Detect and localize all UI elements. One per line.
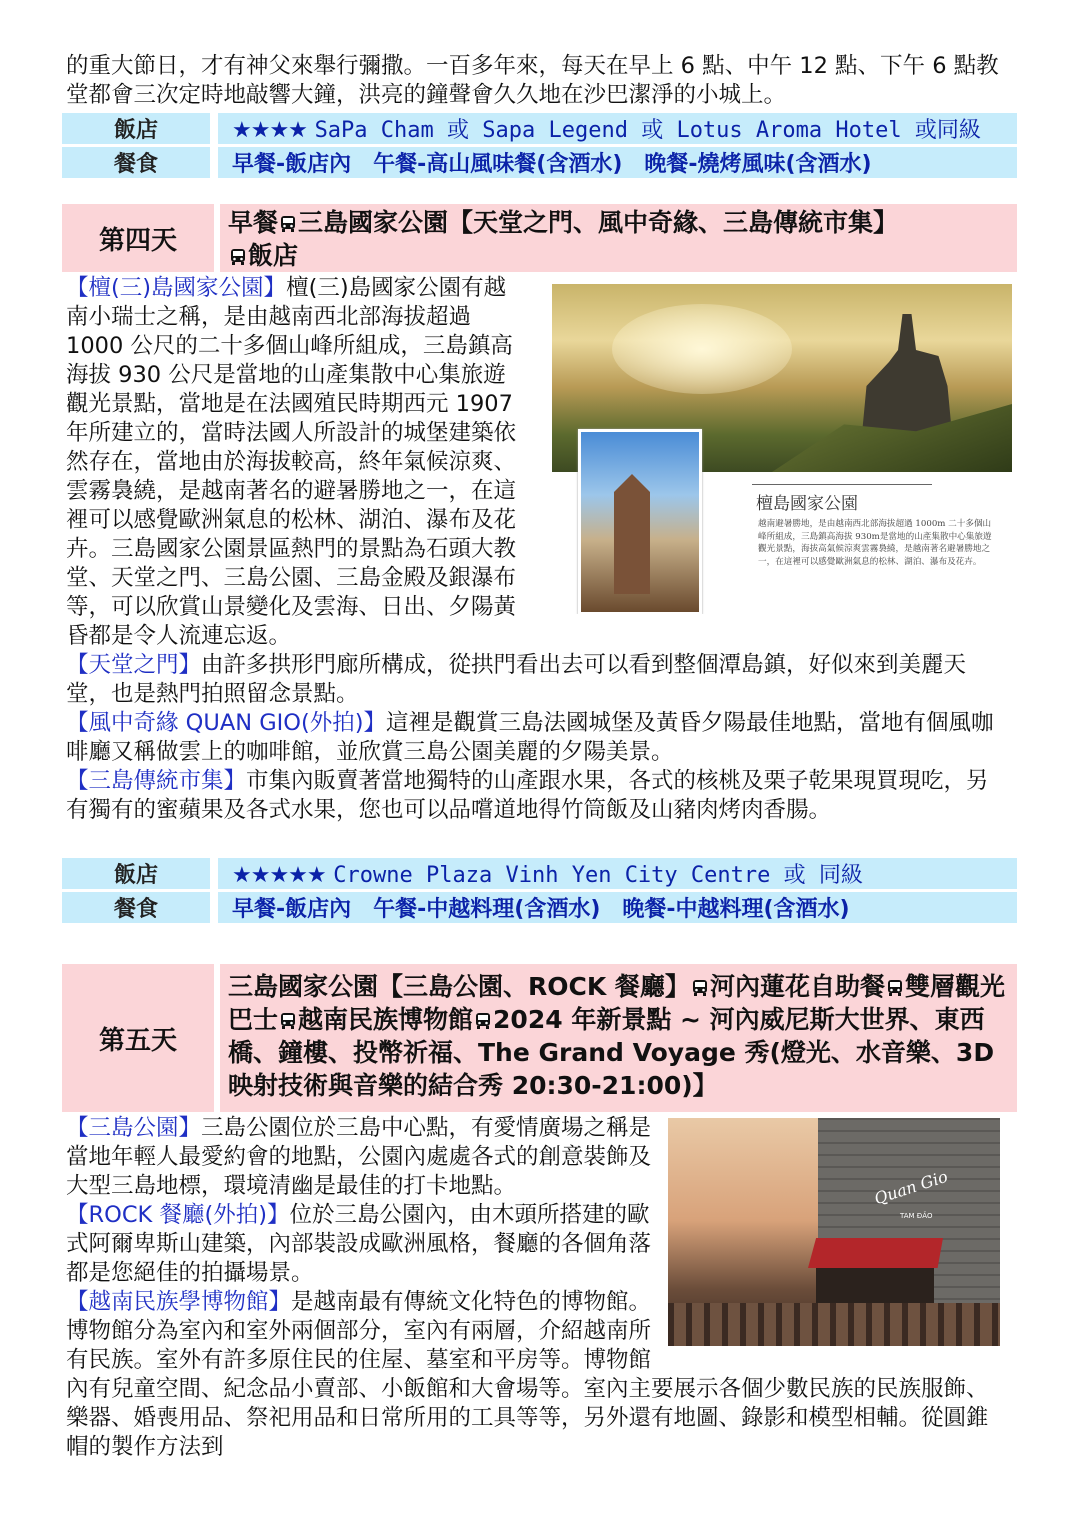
hotel-label: 飯店: [62, 113, 210, 144]
bus-icon: [280, 1012, 296, 1030]
day4-paragraph-4: 【三島傳統市集】市集內販賣著當地獨特的山產跟水果，各式的核桃及栗子乾果現買現吃，另有獨有的蜜蘋果及各式水果，您也可以品嚐道地得竹筒飯及山豬肉烤肉香腸。: [66, 768, 989, 823]
tag: 【越南民族學博物館】: [66, 1289, 292, 1315]
bus-icon: [692, 979, 708, 997]
day5-header: [62, 964, 1017, 1112]
bus-icon: [887, 979, 903, 997]
day4-info-table: [62, 855, 1017, 926]
day4-paragraph-3: 【風中奇緣 QUAN GIO(外拍)】這裡是觀賞三島法國城堡及黃昏夕陽最佳地點，當地有個風咖啡廳又稱做雲上的咖啡館，並欣賞三島公園美麗的夕陽美景。: [66, 710, 994, 765]
meal-label: 餐食: [62, 892, 210, 923]
star-rating-icon: ★★★★: [232, 118, 307, 143]
bus-icon: [475, 1012, 491, 1030]
bus-icon: [230, 248, 246, 266]
day-title: 早餐 三島國家公園【天堂之門、風中奇緣、三島傳統市集】 飯店: [220, 204, 1017, 272]
day4-header: [62, 204, 1017, 272]
bus-icon: [280, 215, 296, 233]
meal-value: 早餐-飯店內 午餐-高山風味餐(含酒水) 晚餐-燒烤風味(含酒水): [218, 147, 1017, 178]
hotel-value: ★★★★ SaPa Cham 或 Sapa Legend 或 Lotus Aroma Hotel 或同級: [218, 113, 1017, 144]
day5-paragraph-1: 【三島公園】三島公園位於三島中心點，有愛情廣場之稱是當地年輕人最愛約會的地點，公園內處處各式的創意裝飾及大型三島地標，環境清幽是最佳的打卡地點。 【ROCK 餐廳(外拍)】位於三島公園內，由木頭所搭建的歐式阿爾卑斯山建築，內部裝設成歐洲風格，餐廳的各個角落都是您絕佳的拍攝場景。 【越南民族學博物館】是越南最有傳統文化特色的博物館。博物館分為室內和室外兩個部分，室內有兩層，介紹越南所有民族。室外有許多原住民的住屋、墓室和平房等。博物館內有兒童空間、紀念品小賣部、小飯館和大會場等。室內主要展示各個少數民族的民族服飾、樂器、婚喪用品、祭祀用品和日常所用的工具等等，另外還有地圖、錄影和模型相輔。從圓錐帽的製作方法到: [66, 1115, 989, 1460]
day4-paragraph-1: 【檀(三)島國家公園】檀(三)島國家公園有越南小瑞士之稱，是由越南西北部海拔超過 1000 公尺的二十多個山峰所組成，三島鎮高海拔 930 公尺是當地的山產集散中心集旅遊觀光景點，當地是在法國殖民時期西元 1907 年所建立的，當時法國人所設計的城堡建築依然存在，當地由於海拔較高，終年氣候涼爽、雲霧裊繞，是越南著名的避暑勝地之一，在這裡可以感覺歐洲氣息的松林、湖泊、瀑布及花卉。三島國家公園景區熱門的景點為石頭大教堂、天堂之門、三島公園、三島金殿及銀瀑布等，可以欣賞山景變化及雲海、日出、夕陽黃昏都是令人流連忘返。: [66, 275, 517, 649]
sign-subtext: TAM ĐẢO: [900, 1212, 933, 1220]
intro-paragraph: 的重大節日，才有神父來舉行彌撒。一百多年來，每天在早上 6 點、中午 12 點、下午 6 點教堂都會三次定時地敲響大鐘，洪亮的鐘聲會久久地在沙巴潔淨的小城上。: [66, 53, 999, 108]
meal-label: 餐食: [62, 147, 210, 178]
image-caption-title: 檀島國家公園: [756, 494, 858, 514]
image-caption-text: 越南避暑勝地，是由越南西北部海拔超過 1000m 二十多個山峰所組成，三島鎮高海拔 930m是當地的山產集散中心集旅遊觀光景點，海拔高氣候涼爽雲霧裊繞，是越南著名避暑勝地之一，在這裡可以感覺歐洲氣息的松林、湖泊、瀑布及花卉。: [758, 519, 992, 567]
tag: 【ROCK 餐廳(外拍)】: [66, 1202, 290, 1228]
star-rating-icon: ★★★★★: [232, 863, 326, 888]
hotel-label: 飯店: [62, 858, 210, 889]
sign-text: Quan Gio: [871, 1166, 950, 1209]
day-label: 第四天: [62, 204, 214, 272]
day4-paragraph-2: 【天堂之門】由許多拱形門廊所構成，從拱門看出去可以看到整個潭島鎮，好似來到美麗天堂，也是熱門拍照留念景點。: [66, 652, 967, 707]
tag: 【檀(三)島國家公園】: [66, 275, 287, 301]
day-title: 三島國家公園【三島公園、ROCK 餐廳】 河內蓮花自助餐 雙層觀光巴士 越南民族博物館 2024 年新景點 ~ 河內威尼斯大世界、東西橋、鐘樓、投幣祈福、The Grand Voyage 秀(燈光、水音樂、3D 映射技術與音樂的結合秀 20:30-21:00)】: [220, 964, 1017, 1112]
day-label: 第五天: [62, 964, 214, 1112]
meal-value: 早餐-飯店內 午餐-中越料理(含酒水) 晚餐-中越料理(含酒水): [218, 892, 1017, 923]
day3-info-table: [62, 110, 1017, 181]
hotel-value: ★★★★★ Crowne Plaza Vinh Yen City Centre 或 同級: [218, 858, 1017, 889]
